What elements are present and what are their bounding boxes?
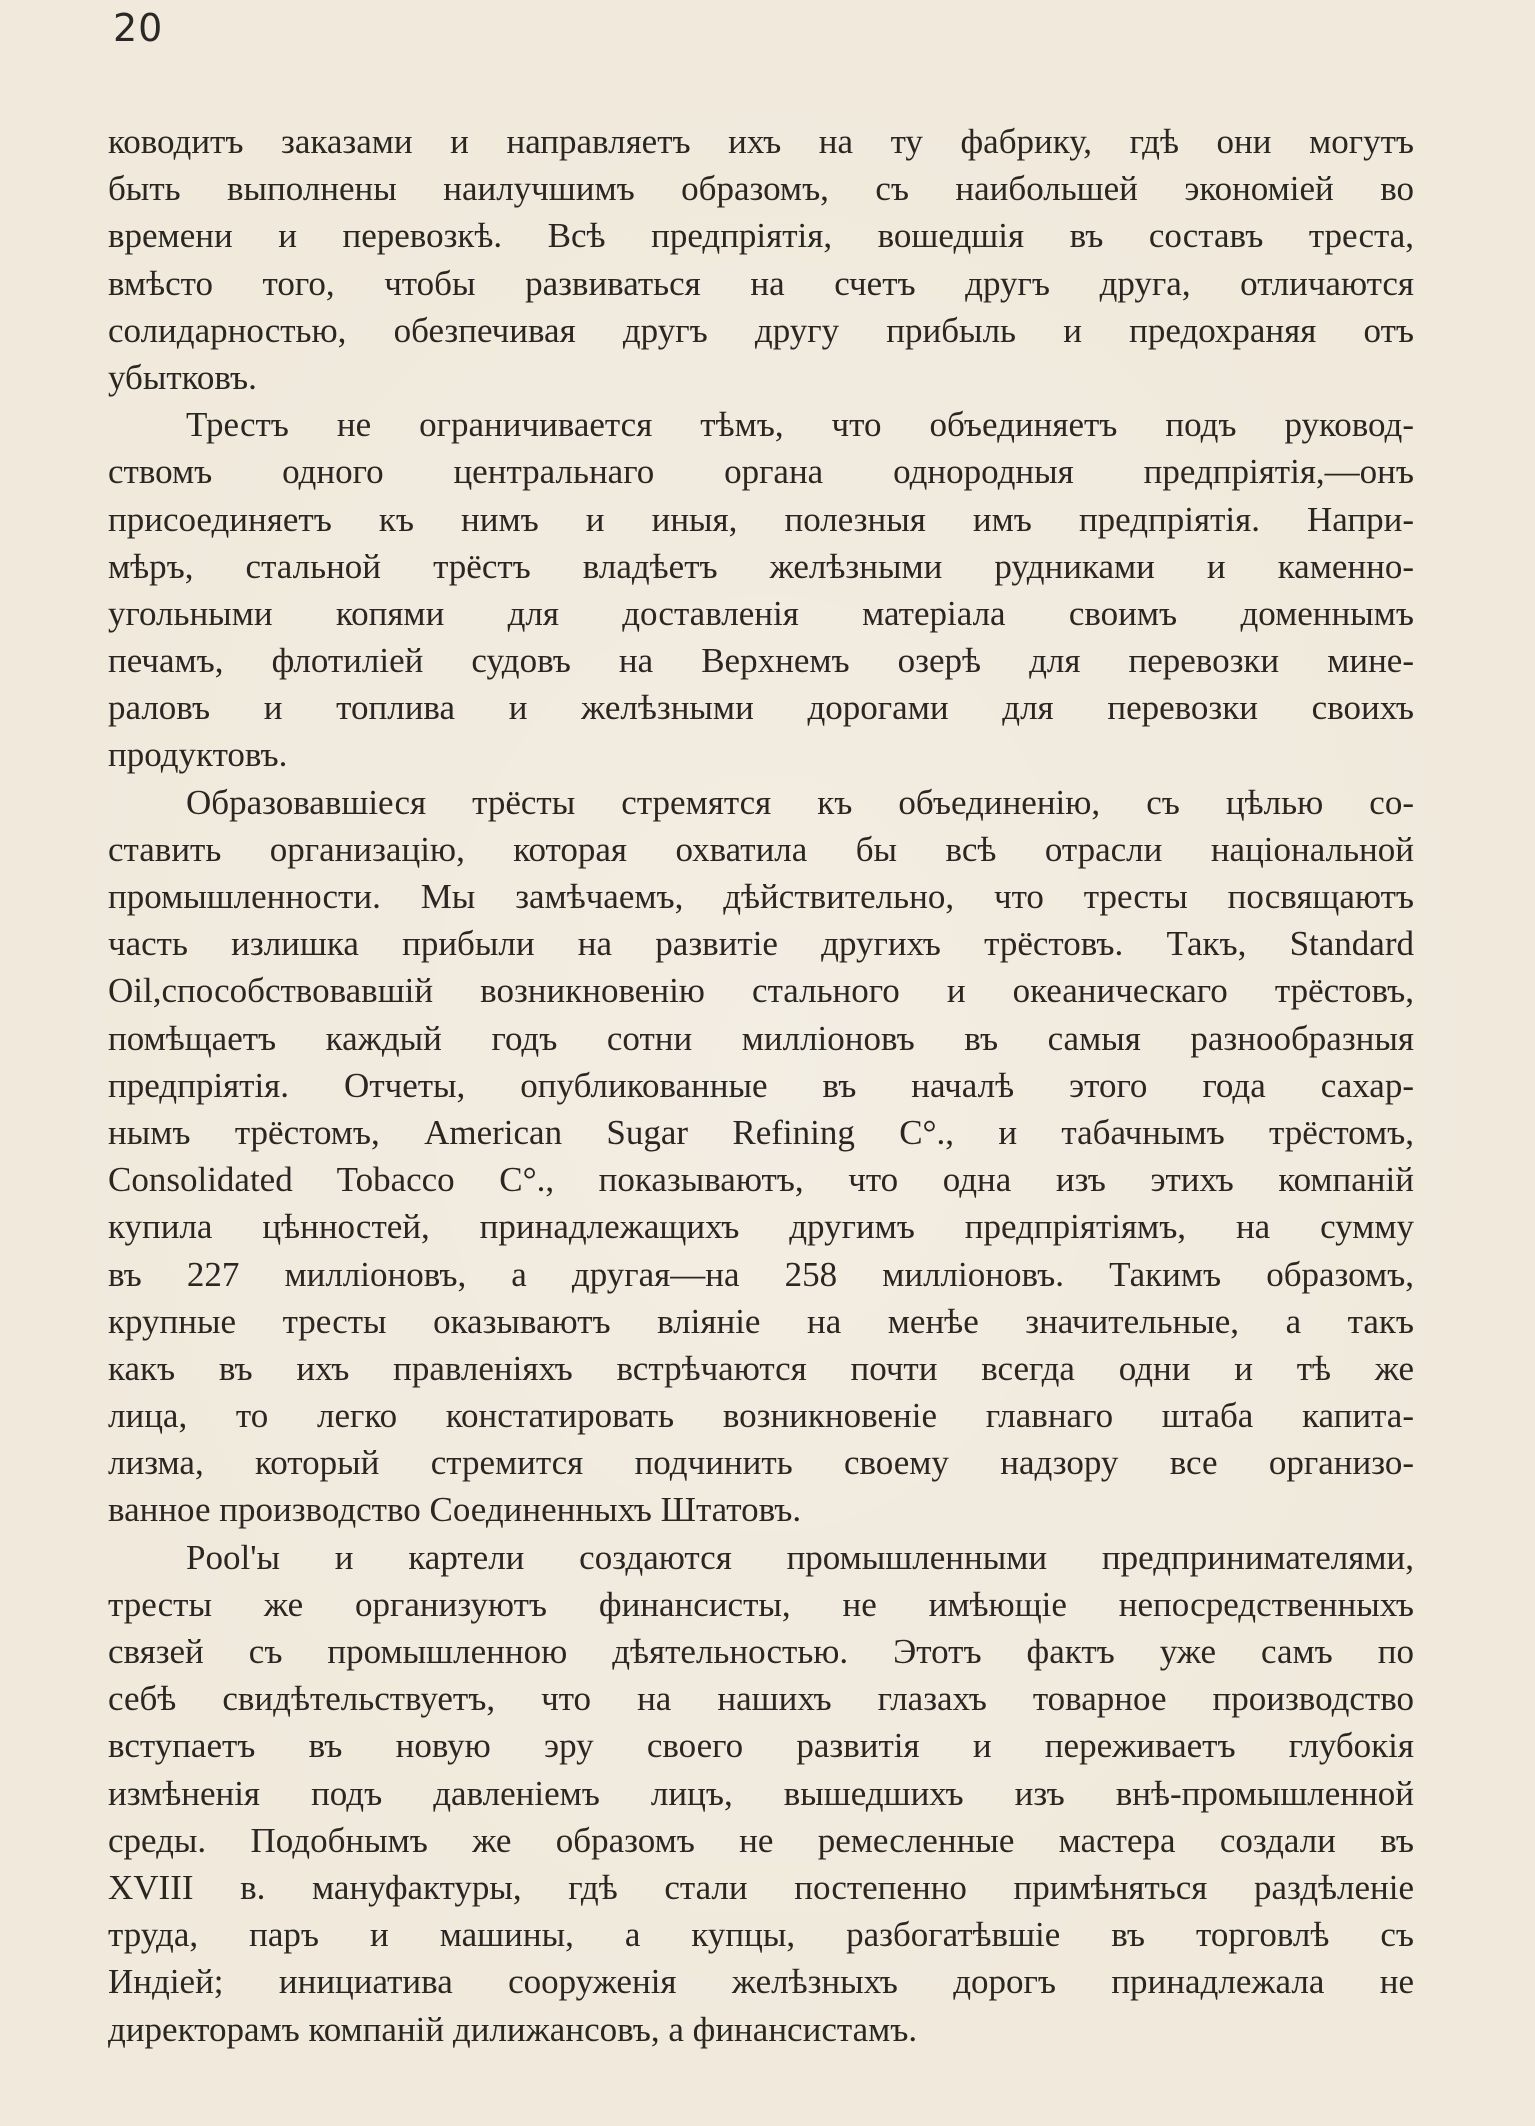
text-line: ставить организацію, которая охватила бы всѣ отрасли національной bbox=[108, 829, 1414, 869]
text-line: печамъ, флотиліей судовъ на Верхнемъ озерѣ для перевозки мине- bbox=[108, 641, 1414, 681]
text-line: Индіей; инициатива сооруженія желѣзныхъ дорогъ принадлежала не bbox=[108, 1962, 1414, 2002]
text-line: предпріятія. Отчеты, опубликованные въ началѣ этого года сахар- bbox=[108, 1065, 1414, 1105]
text-line: труда, паръ и машины, а купцы, разбогатѣвшіе въ торговлѣ съ bbox=[108, 1915, 1414, 1955]
paragraph-3 bbox=[108, 779, 1414, 1534]
text-line: нымъ трёстомъ, American Sugar Refining C°., и табачнымъ трёстомъ, bbox=[108, 1112, 1414, 1152]
text-line: времени и перевозкѣ. Всѣ предпріятія, вошедшія въ составъ треста, bbox=[108, 216, 1414, 256]
text-line: вступаетъ въ новую эру своего развитія и переживаетъ глубокія bbox=[108, 1726, 1414, 1766]
text-line: крупные тресты оказываютъ вліяніе на менѣе значительные, а такъ bbox=[108, 1301, 1414, 1341]
text-line: лица, то легко констатировать возникновеніе главнаго штаба капита- bbox=[108, 1396, 1414, 1436]
page-number: 20 bbox=[113, 6, 164, 50]
text-line: угольными копями для доставленія матеріала своимъ доменнымъ bbox=[108, 593, 1414, 633]
text-line: быть выполнены наилучшимъ образомъ, съ наибольшей экономіей во bbox=[108, 169, 1414, 209]
text-line: ствомъ одного центральнаго органа однородныя предпріятія,—онъ bbox=[108, 452, 1414, 492]
text-line: присоединяетъ къ нимъ и иныя, полезныя имъ предпріятія. Напри- bbox=[108, 499, 1414, 539]
text-line: мѣръ, стальной трёстъ владѣетъ желѣзными рудниками и каменно- bbox=[108, 546, 1414, 586]
text-line: въ 227 милліоновъ, а другая—на 258 милліоновъ. Такимъ образомъ, bbox=[108, 1254, 1414, 1294]
text-line: купила цѣнностей, принадлежащихъ другимъ предпріятіямъ, на сумму bbox=[108, 1207, 1414, 1247]
paragraph-4 bbox=[108, 1534, 1414, 2053]
text-line: Трестъ не ограничивается тѣмъ, что объединяетъ подъ руковод- bbox=[186, 405, 1414, 445]
text-line: солидарностью, обезпечивая другъ другу прибыль и предохраняя отъ bbox=[108, 310, 1414, 350]
text-line: какъ въ ихъ правленіяхъ встрѣчаются почти всегда одни и тѣ же bbox=[108, 1348, 1414, 1388]
paragraph-1 bbox=[108, 118, 1414, 401]
text-line: Pool'ы и картели создаются промышленными предпринимателями, bbox=[186, 1537, 1414, 1577]
text-line: продуктовъ. bbox=[108, 735, 288, 775]
text-line: вмѣсто того, чтобы развиваться на счетъ другъ друга, отличаются bbox=[108, 263, 1414, 303]
text-line: себѣ свидѣтельствуетъ, что на нашихъ глазахъ товарное производство bbox=[108, 1679, 1414, 1719]
text-line: ванное производство Соединенныхъ Штатовъ. bbox=[108, 1490, 802, 1530]
text-line: часть излишка прибыли на развитіе другихъ трёстовъ. Такъ, Standard bbox=[108, 924, 1414, 964]
text-line: директорамъ компаній дилижансовъ, а финансистамъ. bbox=[108, 2009, 918, 2049]
text-line: Oil,способствовавшій возникновенію стального и океаническаго трёстовъ, bbox=[108, 971, 1414, 1011]
text-line: лизма, который стремится подчинить своему надзору все организо- bbox=[108, 1443, 1414, 1483]
text-line: промышленности. Мы замѣчаемъ, дѣйствительно, что тресты посвящаютъ bbox=[108, 877, 1414, 916]
text-line: раловъ и топлива и желѣзными дорогами для перевозки своихъ bbox=[108, 688, 1414, 728]
text-line: измѣненія подъ давленіемъ лицъ, вышедшихъ изъ внѣ-промышленной bbox=[108, 1773, 1414, 1813]
text-line: ководитъ заказами и направляетъ ихъ на ту фабрику, гдѣ они могутъ bbox=[108, 122, 1414, 161]
text-line: помѣщаетъ каждый годъ сотни милліоновъ въ самыя разнообразныя bbox=[108, 1018, 1414, 1058]
text-line: Consolidated Tobacco C°., показываютъ, что одна изъ этихъ компаній bbox=[108, 1160, 1414, 1200]
body-text bbox=[108, 118, 1414, 2053]
text-line: XVIII в. мануфактуры, гдѣ стали постепенно примѣняться раздѣленіе bbox=[108, 1867, 1414, 1907]
text-line: связей съ промышленною дѣятельностью. Этотъ фактъ уже самъ по bbox=[108, 1632, 1414, 1671]
text-line: Образовавшіеся трёсты стремятся къ объединенію, съ цѣлью со- bbox=[186, 782, 1414, 822]
text-line: убытковъ. bbox=[108, 357, 257, 397]
text-line: среды. Подобнымъ же образомъ не ремесленные мастера создали въ bbox=[108, 1820, 1414, 1860]
paragraph-2 bbox=[108, 401, 1414, 779]
text-line: тресты же организуютъ финансисты, не имѣющіе непосредственныхъ bbox=[108, 1584, 1414, 1624]
